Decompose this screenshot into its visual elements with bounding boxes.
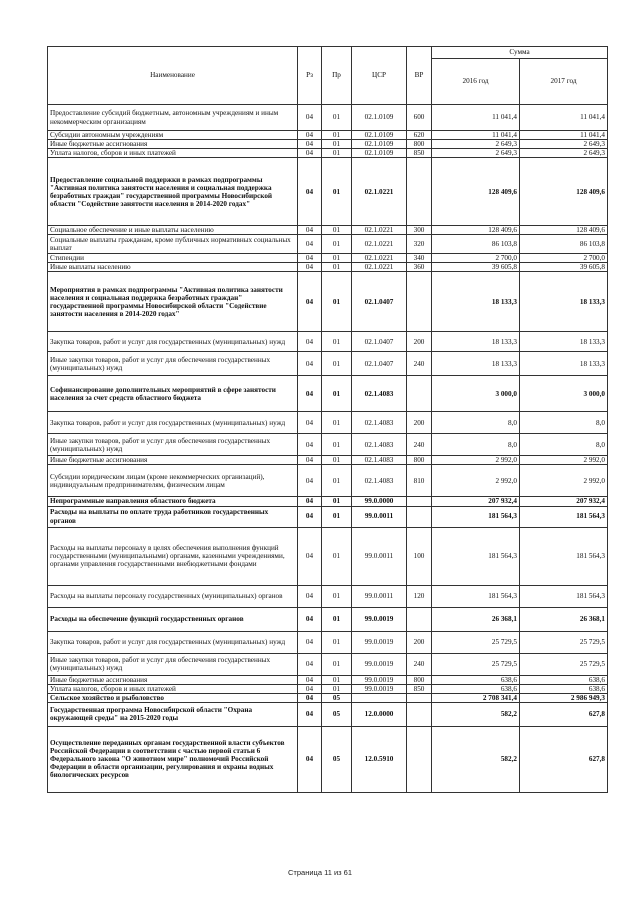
cell-pr: 01 bbox=[322, 332, 352, 352]
cell-amount-2017: 3 000,0 bbox=[520, 376, 608, 412]
cell-rz: 04 bbox=[298, 456, 322, 465]
cell-name: Иные бюджетные ассигнования bbox=[48, 675, 298, 684]
cell-amount-2016: 8,0 bbox=[432, 434, 520, 456]
cell-csr: 99.0.0000 bbox=[352, 497, 407, 506]
cell-amount-2017: 11 041,4 bbox=[520, 131, 608, 140]
cell-csr: 02.1.0109 bbox=[352, 105, 407, 131]
cell-vr: 240 bbox=[407, 653, 432, 675]
cell-amount-2017: 2 992,0 bbox=[520, 465, 608, 497]
cell-pr: 01 bbox=[322, 456, 352, 465]
cell-csr: 99.0.0011 bbox=[352, 506, 407, 527]
cell-amount-2017: 8,0 bbox=[520, 412, 608, 434]
cell-rz: 04 bbox=[298, 465, 322, 497]
cell-csr: 02.1.0109 bbox=[352, 149, 407, 158]
cell-rz: 04 bbox=[298, 585, 322, 607]
cell-rz: 04 bbox=[298, 675, 322, 684]
cell-amount-2017: 627,8 bbox=[520, 702, 608, 726]
cell-csr: 99.0.0019 bbox=[352, 631, 407, 653]
cell-amount-2017: 8,0 bbox=[520, 434, 608, 456]
cell-name: Иные закупки товаров, работ и услуг для обеспечения государственных (муниципальных) нужд bbox=[48, 653, 298, 675]
cell-pr: 01 bbox=[322, 675, 352, 684]
cell-amount-2017: 207 932,4 bbox=[520, 497, 608, 506]
cell-rz: 04 bbox=[298, 105, 322, 131]
cell-vr bbox=[407, 702, 432, 726]
cell-name: Социальные выплаты гражданам, кроме публичных нормативных социальных выплат bbox=[48, 235, 298, 254]
cell-name: Закупка товаров, работ и услуг для государственных (муниципальных) нужд bbox=[48, 412, 298, 434]
cell-amount-2017: 181 564,3 bbox=[520, 506, 608, 527]
table-row bbox=[48, 226, 608, 235]
cell-name: Сельское хозяйство и рыболовство bbox=[48, 693, 298, 702]
table-row bbox=[48, 332, 608, 352]
cell-csr: 02.1.4083 bbox=[352, 434, 407, 456]
cell-pr: 01 bbox=[322, 527, 352, 585]
cell-pr: 01 bbox=[322, 465, 352, 497]
cell-vr bbox=[407, 497, 432, 506]
cell-vr: 300 bbox=[407, 226, 432, 235]
table-row bbox=[48, 272, 608, 332]
cell-rz: 04 bbox=[298, 263, 322, 272]
cell-name: Непрограммные направления областного бюджета bbox=[48, 497, 298, 506]
cell-vr: 320 bbox=[407, 235, 432, 254]
cell-amount-2016: 2 992,0 bbox=[432, 465, 520, 497]
cell-name: Расходы на выплаты персоналу в целях обеспечения выполнения функций государственными (муниципальными) органами, казенными учреждениями, органами управления государственными внебюджетными фондами bbox=[48, 527, 298, 585]
table-row bbox=[48, 585, 608, 607]
cell-vr bbox=[407, 506, 432, 527]
cell-name: Социальное обеспечение и иные выплаты населению bbox=[48, 226, 298, 235]
cell-rz: 04 bbox=[298, 226, 322, 235]
cell-amount-2017: 2 986 949,3 bbox=[520, 693, 608, 702]
cell-amount-2016: 18 133,3 bbox=[432, 352, 520, 376]
table-row bbox=[48, 434, 608, 456]
table-row bbox=[48, 684, 608, 693]
cell-amount-2017: 86 103,8 bbox=[520, 235, 608, 254]
table-body bbox=[48, 105, 608, 793]
cell-csr: 02.1.0407 bbox=[352, 352, 407, 376]
header-sum: Сумма bbox=[432, 47, 608, 59]
cell-rz: 04 bbox=[298, 412, 322, 434]
cell-rz: 04 bbox=[298, 607, 322, 631]
cell-amount-2017: 25 729,5 bbox=[520, 653, 608, 675]
cell-pr: 01 bbox=[322, 158, 352, 226]
cell-name: Иные бюджетные ассигнования bbox=[48, 140, 298, 149]
cell-vr: 200 bbox=[407, 631, 432, 653]
cell-amount-2017: 2 992,0 bbox=[520, 456, 608, 465]
cell-pr: 01 bbox=[322, 263, 352, 272]
cell-pr: 01 bbox=[322, 272, 352, 332]
header-year-2016: 2016 год bbox=[432, 59, 520, 105]
cell-csr: 02.1.0221 bbox=[352, 254, 407, 263]
cell-vr: 800 bbox=[407, 675, 432, 684]
table-row bbox=[48, 693, 608, 702]
cell-pr: 01 bbox=[322, 434, 352, 456]
cell-amount-2016: 582,2 bbox=[432, 726, 520, 792]
table-row bbox=[48, 506, 608, 527]
cell-amount-2016: 638,6 bbox=[432, 684, 520, 693]
cell-name: Мероприятия в рамках подпрограммы "Активная политика занятости населения и социальная поддержка безработных граждан" государственной программы Новосибирской области "Содействие занятости населения в 2014-2020 годах" bbox=[48, 272, 298, 332]
cell-amount-2016: 86 103,8 bbox=[432, 235, 520, 254]
cell-name: Субсидии юридическим лицам (кроме некоммерческих организаций), индивидуальным предпринимателям, физическим лицам bbox=[48, 465, 298, 497]
cell-rz: 04 bbox=[298, 693, 322, 702]
cell-amount-2016: 128 409,6 bbox=[432, 158, 520, 226]
cell-amount-2017: 11 041,4 bbox=[520, 105, 608, 131]
cell-rz: 04 bbox=[298, 434, 322, 456]
cell-name: Софинансирование дополнительных мероприятий в сфере занятости населения за счет средств областного бюджета bbox=[48, 376, 298, 412]
table-row bbox=[48, 702, 608, 726]
cell-csr: 02.1.4083 bbox=[352, 412, 407, 434]
cell-amount-2017: 2 649,3 bbox=[520, 140, 608, 149]
cell-amount-2017: 18 133,3 bbox=[520, 332, 608, 352]
table-row bbox=[48, 376, 608, 412]
cell-vr bbox=[407, 726, 432, 792]
cell-name: Субсидии автономным учреждениям bbox=[48, 131, 298, 140]
cell-name: Иные закупки товаров, работ и услуг для обеспечения государственных (муниципальных) нужд bbox=[48, 434, 298, 456]
cell-amount-2017: 627,8 bbox=[520, 726, 608, 792]
header-csr: ЦСР bbox=[352, 47, 407, 105]
cell-amount-2016: 181 564,3 bbox=[432, 506, 520, 527]
cell-amount-2016: 25 729,5 bbox=[432, 653, 520, 675]
cell-pr: 01 bbox=[322, 254, 352, 263]
cell-name: Стипендии bbox=[48, 254, 298, 263]
cell-amount-2016: 128 409,6 bbox=[432, 226, 520, 235]
table-row bbox=[48, 465, 608, 497]
cell-rz: 04 bbox=[298, 332, 322, 352]
cell-csr: 02.1.0221 bbox=[352, 235, 407, 254]
cell-amount-2016: 181 564,3 bbox=[432, 527, 520, 585]
cell-vr: 340 bbox=[407, 254, 432, 263]
cell-amount-2017: 2 649,3 bbox=[520, 149, 608, 158]
header-vr: ВР bbox=[407, 47, 432, 105]
table-row bbox=[48, 105, 608, 131]
cell-amount-2016: 638,6 bbox=[432, 675, 520, 684]
cell-vr: 620 bbox=[407, 131, 432, 140]
cell-amount-2017: 181 564,3 bbox=[520, 585, 608, 607]
table-row bbox=[48, 158, 608, 226]
cell-amount-2017: 128 409,6 bbox=[520, 226, 608, 235]
header-rz: Рз bbox=[298, 47, 322, 105]
cell-pr: 01 bbox=[322, 131, 352, 140]
cell-pr: 01 bbox=[322, 684, 352, 693]
cell-vr: 810 bbox=[407, 465, 432, 497]
cell-csr: 02.1.4083 bbox=[352, 376, 407, 412]
cell-csr: 02.1.0109 bbox=[352, 140, 407, 149]
cell-name: Государственная программа Новосибирской области "Охрана окружающей среды" на 2015-2020 годы bbox=[48, 702, 298, 726]
cell-csr: 02.1.0407 bbox=[352, 272, 407, 332]
cell-rz: 04 bbox=[298, 352, 322, 376]
cell-name: Осуществление переданных органам государственной власти субъектов Российской Федерации в соответствии с частью первой статьи 6 Федерального закона "О животном мире" полномочий Российской Федерации в области организации, регулирования и охраны водных биологических ресурсов bbox=[48, 726, 298, 792]
table-row bbox=[48, 254, 608, 263]
table-row bbox=[48, 235, 608, 254]
cell-pr: 01 bbox=[322, 226, 352, 235]
table-row bbox=[48, 527, 608, 585]
table-row bbox=[48, 726, 608, 792]
cell-amount-2016: 8,0 bbox=[432, 412, 520, 434]
cell-rz: 04 bbox=[298, 131, 322, 140]
cell-amount-2016: 11 041,4 bbox=[432, 105, 520, 131]
cell-pr: 01 bbox=[322, 140, 352, 149]
header-year-2017: 2017 год bbox=[520, 59, 608, 105]
cell-vr: 800 bbox=[407, 456, 432, 465]
cell-amount-2017: 26 368,1 bbox=[520, 607, 608, 631]
header-name: Наименование bbox=[48, 47, 298, 105]
cell-pr: 01 bbox=[322, 585, 352, 607]
table-row bbox=[48, 263, 608, 272]
cell-name: Расходы на выплаты персоналу государственных (муниципальных) органов bbox=[48, 585, 298, 607]
cell-vr bbox=[407, 158, 432, 226]
cell-amount-2017: 638,6 bbox=[520, 684, 608, 693]
cell-rz: 04 bbox=[298, 272, 322, 332]
cell-csr: 99.0.0019 bbox=[352, 653, 407, 675]
table-row bbox=[48, 675, 608, 684]
cell-name: Расходы на обеспечение функций государственных органов bbox=[48, 607, 298, 631]
budget-table bbox=[47, 46, 608, 793]
cell-vr bbox=[407, 272, 432, 332]
table-row bbox=[48, 412, 608, 434]
cell-csr bbox=[352, 693, 407, 702]
cell-pr: 01 bbox=[322, 506, 352, 527]
cell-rz: 04 bbox=[298, 684, 322, 693]
table-row bbox=[48, 352, 608, 376]
cell-rz: 04 bbox=[298, 140, 322, 149]
cell-rz: 04 bbox=[298, 254, 322, 263]
cell-vr: 360 bbox=[407, 263, 432, 272]
cell-name: Предоставление субсидий бюджетным, автономным учреждениям и иным некоммерческим организациям bbox=[48, 105, 298, 131]
cell-rz: 04 bbox=[298, 376, 322, 412]
cell-name: Иные выплаты населению bbox=[48, 263, 298, 272]
cell-amount-2016: 18 133,3 bbox=[432, 332, 520, 352]
table-row bbox=[48, 131, 608, 140]
cell-pr: 01 bbox=[322, 376, 352, 412]
cell-amount-2016: 2 649,3 bbox=[432, 149, 520, 158]
cell-name: Иные бюджетные ассигнования bbox=[48, 456, 298, 465]
cell-rz: 04 bbox=[298, 726, 322, 792]
cell-vr: 200 bbox=[407, 412, 432, 434]
cell-csr: 99.0.0011 bbox=[352, 527, 407, 585]
cell-rz: 04 bbox=[298, 149, 322, 158]
cell-amount-2016: 582,2 bbox=[432, 702, 520, 726]
cell-name: Закупка товаров, работ и услуг для государственных (муниципальных) нужд bbox=[48, 332, 298, 352]
cell-vr: 200 bbox=[407, 332, 432, 352]
cell-amount-2017: 25 729,5 bbox=[520, 631, 608, 653]
cell-vr bbox=[407, 693, 432, 702]
cell-amount-2016: 11 041,4 bbox=[432, 131, 520, 140]
cell-amount-2017: 18 133,3 bbox=[520, 352, 608, 376]
table-row bbox=[48, 607, 608, 631]
table-row bbox=[48, 456, 608, 465]
cell-rz: 04 bbox=[298, 158, 322, 226]
cell-vr bbox=[407, 607, 432, 631]
cell-pr: 01 bbox=[322, 412, 352, 434]
cell-csr: 12.0.0000 bbox=[352, 702, 407, 726]
cell-rz: 04 bbox=[298, 702, 322, 726]
cell-vr: 100 bbox=[407, 527, 432, 585]
cell-csr: 02.1.0109 bbox=[352, 131, 407, 140]
cell-vr: 850 bbox=[407, 149, 432, 158]
cell-csr: 02.1.0221 bbox=[352, 226, 407, 235]
cell-csr: 02.1.4083 bbox=[352, 465, 407, 497]
cell-csr: 12.0.5910 bbox=[352, 726, 407, 792]
cell-amount-2016: 18 133,3 bbox=[432, 272, 520, 332]
cell-name: Уплата налогов, сборов и иных платежей bbox=[48, 149, 298, 158]
cell-rz: 04 bbox=[298, 527, 322, 585]
cell-csr: 99.0.0019 bbox=[352, 675, 407, 684]
cell-pr: 05 bbox=[322, 693, 352, 702]
table-row bbox=[48, 149, 608, 158]
cell-vr: 800 bbox=[407, 140, 432, 149]
cell-vr bbox=[407, 376, 432, 412]
cell-name: Иные закупки товаров, работ и услуг для обеспечения государственных (муниципальных) нужд bbox=[48, 352, 298, 376]
cell-pr: 01 bbox=[322, 149, 352, 158]
cell-pr: 01 bbox=[322, 497, 352, 506]
cell-amount-2016: 3 000,0 bbox=[432, 376, 520, 412]
cell-pr: 01 bbox=[322, 631, 352, 653]
cell-pr: 05 bbox=[322, 726, 352, 792]
cell-rz: 04 bbox=[298, 497, 322, 506]
cell-name: Расходы на выплаты по оплате труда работников государственных органов bbox=[48, 506, 298, 527]
cell-name: Уплата налогов, сборов и иных платежей bbox=[48, 684, 298, 693]
cell-amount-2016: 2 992,0 bbox=[432, 456, 520, 465]
cell-amount-2017: 18 133,3 bbox=[520, 272, 608, 332]
cell-amount-2016: 2 700,0 bbox=[432, 254, 520, 263]
cell-vr: 600 bbox=[407, 105, 432, 131]
cell-amount-2017: 128 409,6 bbox=[520, 158, 608, 226]
cell-amount-2016: 39 605,8 bbox=[432, 263, 520, 272]
cell-pr: 01 bbox=[322, 105, 352, 131]
cell-pr: 01 bbox=[322, 352, 352, 376]
cell-amount-2017: 39 605,8 bbox=[520, 263, 608, 272]
cell-vr: 850 bbox=[407, 684, 432, 693]
cell-csr: 99.0.0011 bbox=[352, 585, 407, 607]
cell-amount-2016: 26 368,1 bbox=[432, 607, 520, 631]
cell-amount-2016: 207 932,4 bbox=[432, 497, 520, 506]
cell-rz: 04 bbox=[298, 506, 322, 527]
page-number: Страница 11 из 61 bbox=[288, 868, 352, 877]
cell-rz: 04 bbox=[298, 235, 322, 254]
cell-rz: 04 bbox=[298, 653, 322, 675]
cell-csr: 99.0.0019 bbox=[352, 684, 407, 693]
cell-amount-2017: 2 700,0 bbox=[520, 254, 608, 263]
cell-amount-2016: 25 729,5 bbox=[432, 631, 520, 653]
cell-pr: 05 bbox=[322, 702, 352, 726]
cell-vr: 240 bbox=[407, 434, 432, 456]
table-row bbox=[48, 497, 608, 506]
cell-pr: 01 bbox=[322, 653, 352, 675]
cell-csr: 99.0.0019 bbox=[352, 607, 407, 631]
cell-rz: 04 bbox=[298, 631, 322, 653]
cell-csr: 02.1.4083 bbox=[352, 456, 407, 465]
cell-amount-2016: 2 708 341,4 bbox=[432, 693, 520, 702]
table-row bbox=[48, 140, 608, 149]
cell-csr: 02.1.0221 bbox=[352, 158, 407, 226]
cell-amount-2016: 2 649,3 bbox=[432, 140, 520, 149]
cell-amount-2017: 638,6 bbox=[520, 675, 608, 684]
cell-vr: 240 bbox=[407, 352, 432, 376]
table-row bbox=[48, 631, 608, 653]
cell-name: Закупка товаров, работ и услуг для государственных (муниципальных) нужд bbox=[48, 631, 298, 653]
cell-pr: 01 bbox=[322, 607, 352, 631]
cell-csr: 02.1.0221 bbox=[352, 263, 407, 272]
cell-amount-2017: 181 564,3 bbox=[520, 527, 608, 585]
cell-name: Предоставление социальной поддержки в рамках подпрограммы "Активная политика занятости населения и социальная поддержка безработных граждан" государственной программы Новосибирской области "Содействие занятости населения в 2014-2020 годах" bbox=[48, 158, 298, 226]
header-pr: Пр bbox=[322, 47, 352, 105]
cell-amount-2016: 181 564,3 bbox=[432, 585, 520, 607]
cell-csr: 02.1.0407 bbox=[352, 332, 407, 352]
cell-vr: 120 bbox=[407, 585, 432, 607]
table-row bbox=[48, 653, 608, 675]
cell-pr: 01 bbox=[322, 235, 352, 254]
